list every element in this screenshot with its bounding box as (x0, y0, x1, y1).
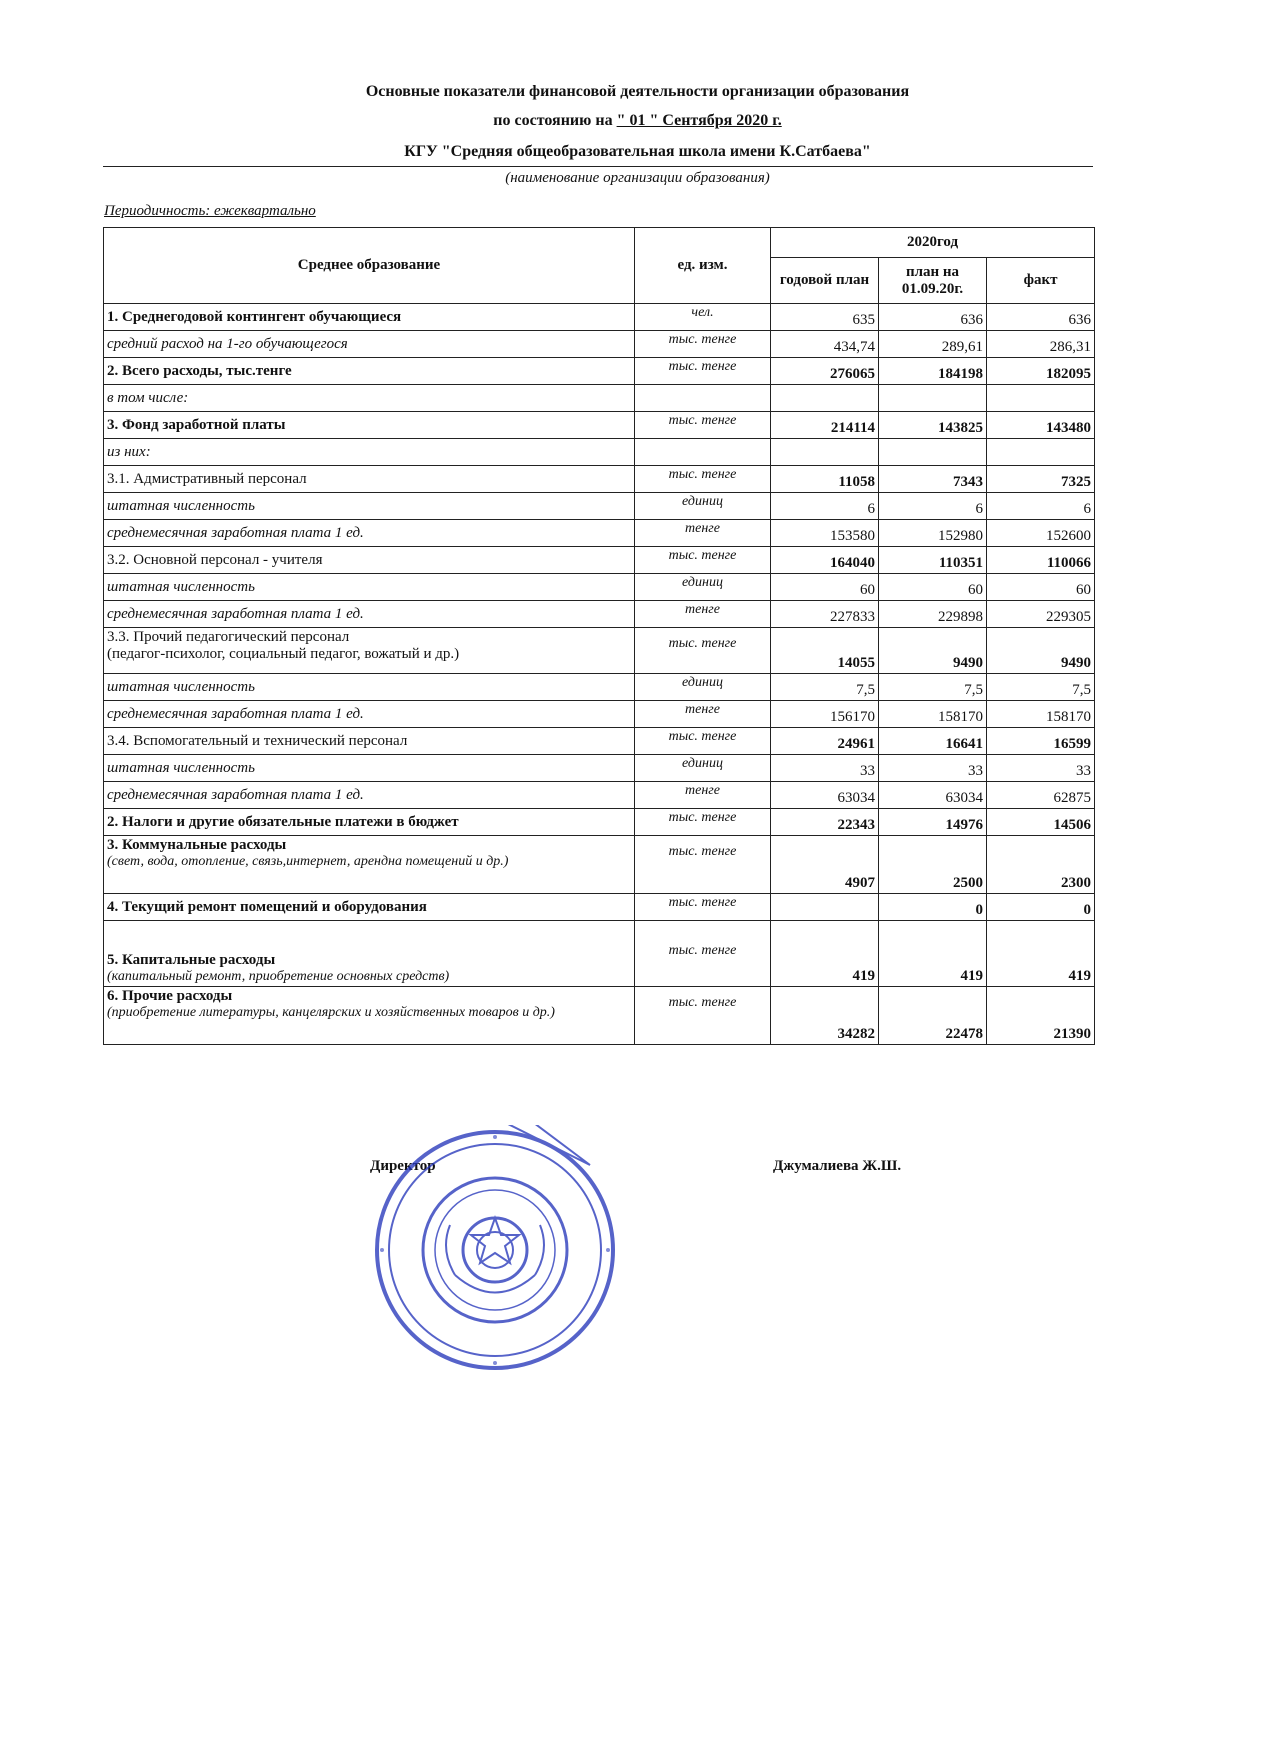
header-fact: факт (987, 258, 1095, 304)
row-value-plan-to (879, 385, 987, 412)
header-plan-to-date: план на 01.09.20г. (879, 258, 987, 304)
row-value-plan: 156170 (771, 701, 879, 728)
row-label: штатная численность (107, 759, 255, 776)
row-label: штатная численность (107, 578, 255, 595)
row-unit: тыс. тенге (635, 331, 771, 358)
row-label-cell (104, 809, 635, 836)
row-label: среднемесячная заработная плата 1 ед. (107, 705, 364, 722)
row-value-plan: 34282 (771, 987, 879, 1045)
row-unit: тыс. тенге (635, 836, 771, 894)
row-value-fact: 21390 (987, 987, 1095, 1045)
report-date: " 01 " Сентября 2020 г. (616, 112, 782, 129)
row-value-plan-to (879, 439, 987, 466)
table-row (104, 836, 1095, 894)
row-label: штатная численность (107, 497, 255, 514)
row-value-plan: 22343 (771, 809, 879, 836)
row-value-plan: 6 (771, 493, 879, 520)
row-unit: тыс. тенге (635, 987, 771, 1045)
row-value-plan: 164040 (771, 547, 879, 574)
row-value-plan-to: 2500 (879, 836, 987, 894)
row-label: 2. Всего расходы, тыс.тенге (107, 362, 292, 379)
row-value-plan-to: 6 (879, 493, 987, 520)
row-value-plan (771, 439, 879, 466)
row-value-plan: 63034 (771, 782, 879, 809)
organization-name: КГУ "Средняя общеобразовательная школа имени К.Сатбаева" (404, 143, 871, 160)
row-label: 3.2. Основной персонал - учителя (107, 551, 323, 568)
row-value-plan-to: 9490 (879, 628, 987, 674)
row-label-cell (104, 755, 635, 782)
table-row (104, 728, 1095, 755)
table-row (104, 331, 1095, 358)
row-value-plan: 153580 (771, 520, 879, 547)
official-seal-icon (370, 1125, 620, 1375)
row-label: из них: (107, 443, 151, 460)
organization-caption: (наименование организации образования) (505, 170, 770, 186)
financial-indicators-table (103, 227, 1095, 1045)
date-prefix: по состоянию на (493, 112, 617, 129)
row-label-cell (104, 466, 635, 493)
row-unit: тыс. тенге (635, 728, 771, 755)
row-label-cell (104, 520, 635, 547)
row-note: (капитальный ремонт, приобретение основных средств) (107, 969, 450, 984)
table-row (104, 547, 1095, 574)
row-value-fact: 6 (987, 493, 1095, 520)
row-label: 3. Коммунальные расходы (107, 837, 287, 853)
row-value-plan-to: 33 (879, 755, 987, 782)
row-value-fact (987, 385, 1095, 412)
row-label: 6. Прочие расходы (107, 988, 233, 1004)
row-label: 2. Налоги и другие обязательные платежи в бюджет (107, 813, 459, 830)
table-row (104, 574, 1095, 601)
row-value-fact: 636 (987, 304, 1095, 331)
row-unit: тенге (635, 701, 771, 728)
row-value-plan-to: 22478 (879, 987, 987, 1045)
table-row (104, 987, 1095, 1045)
row-value-fact: 7,5 (987, 674, 1095, 701)
row-label-cell (104, 728, 635, 755)
row-label: 3.3. Прочий педагогический персонал (107, 629, 350, 645)
row-label: в том числе: (107, 389, 189, 406)
row-label-cell (104, 921, 635, 987)
header-year: 2020год (771, 228, 1095, 258)
row-label: 3.1. Адмистративный персонал (107, 470, 307, 487)
row-value-plan-to: 7343 (879, 466, 987, 493)
row-value-fact: 158170 (987, 701, 1095, 728)
header-annual-plan: годовой план (771, 258, 879, 304)
row-label-cell (104, 674, 635, 701)
row-value-plan: 60 (771, 574, 879, 601)
row-value-plan: 276065 (771, 358, 879, 385)
table-row (104, 894, 1095, 921)
row-label: 1. Среднегодовой контингент обучающиеся (107, 308, 402, 325)
row-label-cell (104, 628, 635, 674)
header-unit: ед. изм. (635, 228, 771, 304)
row-value-plan: 33 (771, 755, 879, 782)
row-value-plan-to: 419 (879, 921, 987, 987)
table-body (104, 304, 1095, 1045)
table-row (104, 601, 1095, 628)
row-value-fact: 0 (987, 894, 1095, 921)
row-unit: тыс. тенге (635, 358, 771, 385)
row-value-plan: 24961 (771, 728, 879, 755)
row-label-cell (104, 358, 635, 385)
row-label: средний расход на 1-го обучающегося (107, 335, 348, 352)
row-value-plan-to: 63034 (879, 782, 987, 809)
table-row (104, 674, 1095, 701)
row-unit: тыс. тенге (635, 921, 771, 987)
row-value-plan-to: 229898 (879, 601, 987, 628)
report-date-line (0, 112, 1275, 130)
signature-role: Директор (370, 1158, 436, 1174)
row-label-cell (104, 439, 635, 466)
row-value-plan: 4907 (771, 836, 879, 894)
row-value-fact: 14506 (987, 809, 1095, 836)
table-row (104, 466, 1095, 493)
row-label: среднемесячная заработная плата 1 ед. (107, 605, 364, 622)
row-value-plan: 7,5 (771, 674, 879, 701)
row-note: (приобретение литературы, канцелярских и хозяйственных товаров и др.) (107, 1005, 555, 1020)
row-label: штатная численность (107, 678, 255, 695)
row-value-plan-to: 110351 (879, 547, 987, 574)
row-value-fact: 110066 (987, 547, 1095, 574)
row-unit: тенге (635, 601, 771, 628)
header-name: Среднее образование (104, 228, 635, 304)
row-label-cell (104, 782, 635, 809)
row-value-plan-to: 143825 (879, 412, 987, 439)
row-value-plan-to: 14976 (879, 809, 987, 836)
table-row (104, 412, 1095, 439)
row-unit: единиц (635, 574, 771, 601)
row-label: 3. Фонд заработной платы (107, 416, 286, 433)
document-title: Основные показатели финансовой деятельности организации образования (365, 83, 910, 100)
table-row (104, 358, 1095, 385)
row-note: (свет, вода, отопление, связь,интернет, арендна помещений и др.) (107, 854, 509, 869)
row-value-plan-to: 60 (879, 574, 987, 601)
row-label: 5. Капитальные расходы (107, 952, 276, 968)
row-note: (педагог-психолог, социальный педагог, вожатый и др.) (107, 646, 460, 662)
row-label-cell (104, 894, 635, 921)
table-row (104, 493, 1095, 520)
table-row (104, 701, 1095, 728)
row-label: среднемесячная заработная плата 1 ед. (107, 524, 364, 541)
row-unit: тыс. тенге (635, 894, 771, 921)
row-value-plan: 11058 (771, 466, 879, 493)
row-value-fact: 419 (987, 921, 1095, 987)
row-value-plan-to: 289,61 (879, 331, 987, 358)
table-row (104, 520, 1095, 547)
row-label-cell (104, 701, 635, 728)
row-value-fact: 143480 (987, 412, 1095, 439)
row-value-plan-to: 636 (879, 304, 987, 331)
row-label-cell (104, 304, 635, 331)
row-value-plan: 419 (771, 921, 879, 987)
row-value-fact: 9490 (987, 628, 1095, 674)
periodicity-label: Периодичность: ежеквартально (104, 203, 316, 219)
row-unit: тыс. тенге (635, 809, 771, 836)
table-row (104, 782, 1095, 809)
row-label-cell (104, 331, 635, 358)
row-value-fact: 33 (987, 755, 1095, 782)
row-label: 3.4. Вспомогательный и технический персонал (107, 732, 408, 749)
row-label-cell (104, 601, 635, 628)
row-unit: тыс. тенге (635, 466, 771, 493)
row-unit: чел. (635, 304, 771, 331)
row-value-fact: 286,31 (987, 331, 1095, 358)
row-value-plan-to: 158170 (879, 701, 987, 728)
row-label: 4. Текущий ремонт помещений и оборудования (107, 898, 427, 915)
row-value-fact: 16599 (987, 728, 1095, 755)
table-row (104, 628, 1095, 674)
row-value-plan-to: 184198 (879, 358, 987, 385)
row-unit: единиц (635, 755, 771, 782)
organization-underline (103, 166, 1093, 167)
row-value-fact (987, 439, 1095, 466)
row-value-plan: 214114 (771, 412, 879, 439)
row-label-cell (104, 836, 635, 894)
row-value-fact: 152600 (987, 520, 1095, 547)
table-row (104, 809, 1095, 836)
row-unit (635, 439, 771, 466)
row-unit: тыс. тенге (635, 547, 771, 574)
row-value-fact: 182095 (987, 358, 1095, 385)
row-label-cell (104, 385, 635, 412)
table-row (104, 304, 1095, 331)
row-label-cell (104, 574, 635, 601)
row-value-plan: 14055 (771, 628, 879, 674)
row-unit: тыс. тенге (635, 412, 771, 439)
row-label-cell (104, 412, 635, 439)
signature-name: Джумалиева Ж.Ш. (773, 1158, 902, 1174)
row-value-plan-to: 16641 (879, 728, 987, 755)
row-value-plan: 434,74 (771, 331, 879, 358)
row-label-cell (104, 987, 635, 1045)
table-row (104, 385, 1095, 412)
row-value-fact: 7325 (987, 466, 1095, 493)
row-unit: единиц (635, 674, 771, 701)
table-row (104, 439, 1095, 466)
row-unit: тыс. тенге (635, 628, 771, 674)
row-value-fact: 62875 (987, 782, 1095, 809)
table-row (104, 755, 1095, 782)
row-value-fact: 229305 (987, 601, 1095, 628)
row-value-plan-to: 152980 (879, 520, 987, 547)
row-value-fact: 60 (987, 574, 1095, 601)
row-value-plan-to: 7,5 (879, 674, 987, 701)
row-value-plan: 227833 (771, 601, 879, 628)
row-value-plan (771, 385, 879, 412)
row-unit (635, 385, 771, 412)
row-unit: единиц (635, 493, 771, 520)
row-label-cell (104, 547, 635, 574)
table-row (104, 921, 1095, 987)
row-unit: тенге (635, 520, 771, 547)
row-value-plan: 635 (771, 304, 879, 331)
row-value-plan (771, 894, 879, 921)
row-label: среднемесячная заработная плата 1 ед. (107, 786, 364, 803)
row-unit: тенге (635, 782, 771, 809)
row-value-fact: 2300 (987, 836, 1095, 894)
row-value-plan-to: 0 (879, 894, 987, 921)
row-label-cell (104, 493, 635, 520)
